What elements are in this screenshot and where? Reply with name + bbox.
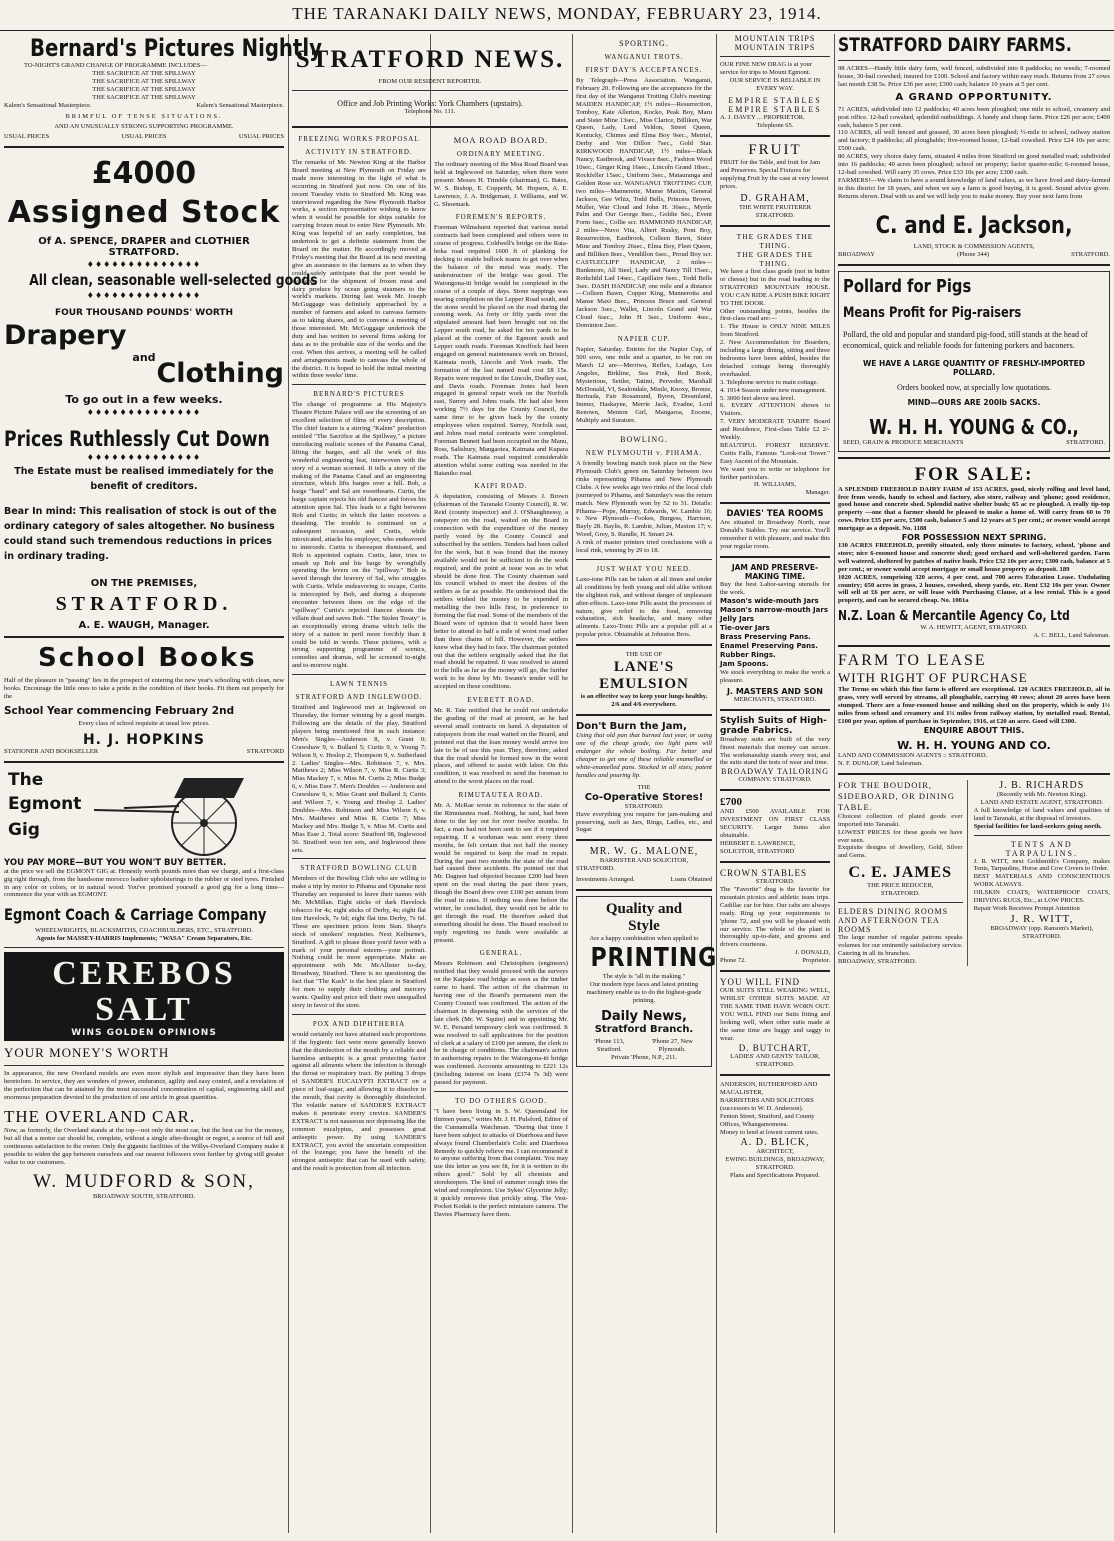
assigned-title: Assigned Stock [7,195,281,230]
column-news-right: MOA ROAD BOARD. ORDINARY MEETING. The ordinary meeting of the Moa Road Board was held at Inglewood on Saturday, when there were present: Messrs H. Trimble (chairman), G. Bates, W. S. Bishop, E. Copperth, M. Hopson, A. E. Lawrence, J. A. Bridgeman, J. Williams, and W. G. Shoemark. FOREMEN'S REPORTS. Foreman Wilmshurst reported that various metal contracts had been completed and others were in course of progress. Coldwell's bridge on the Rata-hoka road required 1600 ft of planking for decking to enable bullock teams to get over when the balance of the metal was ready. The understructure of the bridge was good. The Waiongona-iti bridge would be completed in the course of a couple of days. Stone nappings was nearing completion on the Lepper Road south, and the stone would be placed on the road during the coming week. As forty or fifty yards over the stipulated amount had been brought out on the Lepper south road, he asked for ten yards to be placed at the corner of the Egmont south and Lepper south roads. Foreman Knoffock had been engaged on general maintenance work on Bristol, Kaimata north, Lincoln and York roads. The formation of the last named road cost £8 15s. Repairs were required to the Lincoln, Dudley east, and Davis roads. Foreman Jones had been engaged in general repair work on the Norfolk east, Surrey and Johns roads. He had also been working 7½ days for the County Council, the same time to be given back by the county employees when required. Surrey, Norfolk east, and Johns road metal contracts were completed. Foreman Bennett had been occupied on the Manu, Ross, Salisbury, Mangaotea, Kaimata and Kupara roads. The Kaimata road required considerable attention whilst some cutting was needed in the Bataniko road. KAIPI ROAD. A deputation, consisting of Messrs J. Brown (chairman of the Taranaki County Council), R. W. Reid (county inspector) and J. O'Shaughnessy, a ratepayer on the road, waited on the Board in connection with the expenditure of the money partly voted by the County Council and subscribed by the settlers. Tenders had been called for the work, but it was found that the money available would not be sufficient to do the work required, and the point at issue was as to what should be done first. The County chairman said his council wished to meet the desires of the settlers as far as possible. He understood that the settlers wished the money to be expended in metalling the two hills first, in preference to forming the flat road. Some of the members of the Board were of opinion that it would have been better to attend to half a mile of worst road rather than three chains of hill. However, the settlers knew what they had to face. The chairman pointed out that the settlers originally asked that the flat road should be repaired. It was resolved to attend to the hills as far as the money will go, the further work to be done by Mr. Swann's tender will be accepted on these conditions. EVERETT ROAD. Mr. R. Tate notified that he could not undertake the grading of the road at present, as he had several small contracts on hand. A deputation of ratepayers from the road waited on the Board, and pointed out that the loan money would arrive too late to be of use this year. They, therefore, asked that the road should be formed now in the worst places, and offered to assist with labor. On this condition, it was resolved to send the foreman to attend to the worst places on the road. RIMUTAUTEA ROAD. Mr. A. McRae wrote in reference to the state of the Rimutautea road. Nothing, he said, had been done to the lay out for over twelve months. In fact, a man had not been sent to see if it required repairing. If a workman was sent every three months, he felt certain that not half the money would be required to keep the road in repair. During the past two months the state of the road had caused three accidents. He pointed out that Mr. Dagnon had objected because £200 had been spent on the road during the past three years, though the Board drew over £100 per annum from the road in rates. If nothing was done before the winter, he concluded, they would not be able to get through the road. He therefore asked that something should be done. The Board resolved to reply regretting no funds were available at present. GENERAL. Messrs Robinson and Christophers (engineers) notified that they would proceed with the surveys on the Kaipake road bridge as soon as the timber came to hand. The action of the chairman in having one of the Board's permanent men the County Council was confirmed. The action of the chairman in dispensing with the services of the late clerk (Mr. W. Squire) and in appointing Mr. W. E. Persand temporary clerk was confirmed. It was resolved to call applications for the position of clerk at a salary of £100 per annum, the clerk to be in charge of conditions. The chairman's action in authorising repairs to the Waiongona-iti bridge was confirmed. Accounts amounting to £221 12s (including interest on loans (£374 7s 3d) were passed for payment. TO DO OTHERS GOOD. "I have been living in S. W. Queensland for thirteen years," writes Mr. J. H. Pulsford, Editor of the Cunnamulla Watchman. "During that time I have been subject to attacks of Diarrhoea and have always found Chamberlain's Colic and Diarrhoea Remedy to quickly relieve me. I can recommend it to anyone suffering from that complaint. You may use this letter as you see fit, for it is written to do others good." Sold by all chemists and storekeepers. The kind of summer cough tries the wind and complexion. Use Sykes' Glycerine Jelly; it quickly removes that prickly sting. The Vest-Pocket Kodak is the perfect miniature camera. The Davies Pharmacy have them. [434,135,569,1218]
printing-ad: Quality and Style Are a happy combination when applied to PRINTING The style is "all in the making." Our modern type faces and latest printing machinery enable us to do the highest-grade printing. Daily News, Stratford Branch. 'Phone 113, Stratford. 'Phone 27, New Plymouth. Private 'Phone, N.P., 211. [576,896,712,1067]
bernards-title: Bernard's Pictures Nightly [30,34,322,62]
column-rule [834,34,835,1533]
column-sporting: SPORTING. WANGANUI TROTS. FIRST DAY'S ACCEPTANCES. By Telegraph—Press Association. Wanganui, February 20. Following are the acceptances for the first day of the Wanganui Trotting Club's meeting: MAIDEN HANDICAP, 1½ miles—Resurrection, Tomboy, Kate Allerton, Kocko, Peak Boy, Maru and Sister Mine 13sec., Miss Clarice, Billiken, War Queen, Lady, Lord Veldon, Street Queen, Kentucky, Chimes and Elma Boy 9sec., Metriel, Derby and Von Dillon 7sec., Gold Star. KIRKWOOD HANDICAP, 1½ miles—Black Nancy, Eastbrook, and Vivace 8sec., Fashion Wood 10sec., Ginger King 16sec., Lincoln Grand 18sec., Rockfeller 15sec., Uniform 3sec., Matauranga and Golden Rose scr. WANGANUI TROTTING CUP, two miles—Mannerette, Manse Maxim, General Jackson, Gee Whiz, Todd Bells, Princess Brown, Muller, War Cloud and John H. 36sec., Myrtle Palm and Our George 8sec., Goldie Sec., Event Form 6sec., Collie scr. HAMMOND HANDICAP, 2 miles—Nuvo Vita, Albert Rusky, Pont Boy, Resurrection, Eastbrook, Colleen Bawn, Sister Mine and Tomboy 26sec., Elma Boy, Fleet Queen, and Billiken 8sec., Vendillon 6sec., Proud Boy scr. CASTLECLIFF HANDICAP, 2 miles—Bunkmore, All Steel, Lady and Nancy Till 15sec., Rothchild Lad 14sec., Capillaire 6sec., Todd Bells 3sec. DASH HANDICAP, one mile and a distance—Colleen Bawn, Copper King, Mannerotta and Manse Maxi 8sec., Princess Bruce and General Jackson 3sec., Wallet, Lincoln Grand and War Cloud 6sec., John H 3sec., Uniform 4sec., Dominion 2sec. NAPIER CUP. Napier, Saturday. Entries for the Napier Cup, of 500 sovs, one mile and a quarter, to be run on March 12 are—Merriwa, Reflex, Ludago, Los Angeles, Birkline, Sea Pink, Red Book, Mysterious, Settler, Tatimi, Perveder, Marshall McDonald, VI, Sealondale, Mistle, Knoxy, Bronze, Bertrada, Fair Rosamund, Byron, Dreamland, Immer, Haskayne, Merrie Jack, Evadne, Lord Renown, Menton Girl, Mangaroa, Eocene, Multiply and Surature. BOWLING. NEW PLYMOUTH v. PIHAMA. A friendly bowling match took place on the New Plymouth Club's green on Saturday between two rinks representing Pihama and New Plymouth Clubs. A few weeks ago two rinks of the local club journeyed to Pihama, and Saturday's was the return match. New Plymouth won by 52 to 31. Details: Pihama—Pope, Murray, Edwards, W. Lambie 16; v. New Plymouth—Fookes, Burgess, Harrison, Bayly 28. Baylis, R. Lambie, Julian, Maxton 17; v. Wood, Grey, S. Rundle, H. Smart 24. A rink of master printers tried conclusions with a local rink, winning by 29 to 18. JUST WHAT YOU NEED. Laxo-tone Pills can be taken at all times and under all conditions by both young and old alike without the slightest risk, and without danger of unpleasant after-effects. Laxo-tone Pills assist the processes of nature, give relief to the food, removing exhaustion, sick headache, and many other ailments. Laxo-Tonic Pills are a popular pill at a popular price. Obtainable at Johnston Bros. THE USE OF LANE'S EMULSION is an effective way to keep your lungs healthy. 2/6 and 4/6 everywhere. Don't Burn the Jam, Using that old pan that burned last year, or using one of the cheap grade, too light pans will endanger the whole boiling. Far better and cheaper to get one of these reliable enamelled or white-enamelled pans. Stocked in all sizes; patent handles and pouring lip. THE Co-Operative Stores! STRATFORD. Have everything you require for jam-making and preserving, such as Jars, Rings, Ladles, etc., and Sugar. MR. W. G. MALONE, BARRISTER AND SOLICITOR, STRATFORD. Investments Arranged. Loans Obtained Quality and Style Are a happy combination when applied to PRINTING The style is "all in the making." Our modern type faces and latest printing machinery enable us to do the highest-grade printing. Daily News, Stratford Branch. 'Phone 113, Stratford. 'Phone 27, New Plymouth. Private 'Phone, N.P., 211. [576,34,712,1533]
coop-stores-ad: Don't Burn the Jam, Using that old pan that burned last year, or using one of the cheap grade, too light pans will endanger the whole boiling. Far better and cheaper to get one of these reliable enamelled or white-enamelled pans. Stocked in all sizes; patent handles and pouring lip. THE Co-Operative Stores! STRATFORD. Have everything you require for jam-making and preserving, such as Jars, Rings, Ladles, etc., and Sugar. [576,721,712,834]
stratford-news-header: STRATFORD NEWS. FROM OUR RESIDENT REPORTER. Office and Job Printing Works: York Chambers (upstairs). Telephone No. 111. [292,34,568,154]
school-books-ad: School Books Half of the pleasure in "passing" lies in the prospect of entering the new year's schooling with clean, new books. Encourage the little ones to take a pride in the condition of their books. Fit them out properly for the School Year commencing February 2nd Every class of school requisite at usual low prices. H. J. HOPKINS STATIONER AND BOOKSELLER STRATFORD [4,643,284,755]
drapery-word: Drapery [4,320,127,351]
cerebos-salt-ad: CEREBOS SALT WINS GOLDEN OPINIONS [4,952,284,1041]
prices-cut-down: Prices Ruthlessly Cut Down [4,427,270,451]
clothing-word: Clothing [156,358,284,389]
column-advertisements-left [4,34,322,1533]
malone-ad: MR. W. G. MALONE, BARRISTER AND SOLICITOR, STRATFORD. Investments Arranged. Loans Obtained [576,846,712,884]
column-rule [288,34,289,1533]
amount: £4000 [91,156,197,191]
column-rule [572,34,573,1533]
column-advertisements-middle: MOUNTAIN TRIPS MOUNTAIN TRIPS OUR FINE NEW DRAG is at your service for trips to Mount Egmont. OUR SERVICE IS RELIABLE IN EVERY WAY. EMPIRE STABLES EMPIRE STABLES A. J. DAVEY ... PROPRIETOR. Telephone 65. FRUIT FRUIT for the Table, and fruit for Jam and Preserves. Special Fixtures for supplying Fruit by the case at very lowest prices. D. GRAHAM, THE WHITE FRUITERER STRATFORD. THE GRADES THE THING. THE GRADES THE THING. We have a first class grade (not in butter or cheese) but in the road leading to the STRATFORD MOUNTAIN HOUSE. YOU CAN RIDE A PUSH BIKE RIGHT TO THE DOOR. Other outstanding points, besides the first-class road are:— 1. The House is ONLY NINE MILES from Stratford. 2. New Accommodation for Boarders, including a large dining, sitting and three bedrooms have been added, besides the detached cottage being thoroughly overhauled. 3. Telephone service to main cottage. 4. 1914 Season under new management. 5. 3000 feet above sea level. 6. EVERY ATTENTION shown to Visitors. 7. VERY MODERATE TARIFF. Board and Residence, First-class Table £2 2/- Weekly. BEAUTIFUL FOREST RESERVE. Curtis Falls, Famous "Look-out Tower." Easy Ascent of the Mountain. We want you to write or telephone for further particulars. H. WILLIAMS, Manager. DAVIES' TEA ROOMS Are situated in Broadway North, near Donald's Stables. Try our service. You'll remember it with pleasure, and make this your regular room. JAM AND PRESERVE-MAKING TIME. Buy the best Labor-saving utensils for the work. Mason's wide-mouth Jars Mason's narrow-mouth Jars Jelly Jars Tie-over Jars Brass Preserving Pans. Enamel Preserving Pans. Rubber Rings. Jam Spoons. We stock everything to make the work a pleasure. J. MASTERS AND SON MERCHANTS, STRATFORD. Stylish Suits of High-grade Fabrics. Broadway suits are built of the very finest materials that money can secure. The workmanship stands every test, and the suits stand the tests of wear and time. BROADWAY TAILORING COMPANY. STRATFORD. £700 AND £500 AVAILABLE FOR INVESTMENT ON FIRST CLASS SECURITY. Larger Sums also obtainable. HERBERT E. LAWRENCE, SOLICITOR, STRATFORD CROWN STABLES STRATFORD. The "Favorite" drag is the favorite for mountain picnics and athletic team trips. Cadillac car for hire. Our cabs are always ready. Ring up your requirements to 'phone 72, and you will be pleased with our service. The whole of the plant is thoroughly up-to-date, and grooms and drivers courteous. J. DONALD, Phone 72. Proprietor. YOU WILL FIND OUR SUITS STILL WEARING WELL, WHILST OTHER SUITS MADE AT THE SAME TIME HAVE WORN OUT. YOU WILL FIND our Suits fitting and looking well, when other suits made at the same time are baggy and saggy to wear. D. BUTCHART, LADIES' AND GENTS' TAILOR, STRATFORD. ANDERSON, RUTHERFORD AND MACALISTER, BARRISTERS AND SOLICITORS (successors to W. D. Anderson). Fenton Street, Stratford, and County Offices, Whangamomona. Money to lend at lowest current rates. A. D. BLICK, ARCHITECT, EWING BUILDINGS, BROADWAY, STRATFORD. Plans and Specifications Prepared. [720,34,830,1179]
bottom-right-ads: FOR THE BOUDOIR, SIDEBOARD, OR DINING TABLE. Choicest collection of plated goods ever imported into Taranaki. LOWEST PRICES for these goods we have ever seen. Exquisite designs of Jewellery, Gold, Silver and Gems. C. E. JAMES THE PRICE REDUCER, STRATFORD. ELDERS DINING ROOMS AND AFTERNOON TEA ROOMS The large number of regular patrons speaks volumes for our eminently satisfactory service. Catering in all its branches. BROADWAY, STRATFORD. J. B. RICHARDS (Recently with Mr. Newton King). LAND AND ESTATE AGENT, STRATFORD. A full knowledge of land values and qualities of land in Taranaki, at the disposal of investors. Special facilities for land-seekers going north. TENTS AND TARPAULINS. J. R. WITT, next Goldsmith's Company, makes Tents, Tarpaulins, Horse and Cow Covers to Order. BEST MATERIALS AND CONSCIENTIOUS WORK ALWAYS. OILSKIN COATS, WATERPROOF COATS, DRIVING RUGS, Etc., at LOW PRICES. Repair Work Receives Prompt Attention J. R. WITT, BROADWAY (opp. Ransom's Market), STRATFORD. [838,779,1110,965]
column-rule [430,34,431,1533]
column-advertisements-right: STRATFORD DAIRY FARMS. 98 ACRES—Handy little dairy farm, well fenced, subdivided into 8 paddocks; no weeds; 7-roomed house, 30-bail cowshed; insured for £100. School and factory within easy reach. Returns from 27 cows last month £38 5s. Price £36 per acre; £300 cash; balance 10 years at 5 per cent. A GRAND OPPORTUNITY. 71 ACRES, subdivided into 12 paddocks; 40 acres been ploughed; one mile to school, creamery and post office. 12-bail cowshed, splendid outbuildings. A handy and cheap farm. Price £26 per acre; £400 cash, balance 5 per cent. 110 ACRES, all well fenced and grassed, 30 acres been ploughed; ½-mile to school, railway station and factory; 8 paddocks; all ploughable; five-roomed house, 12-bail cowshed. Price £24 10s per acre; £500 cash. 80 ACRES, very choice dairy farm, situated 4 miles from Stratford on good metalled road; subdivided into 16 paddocks; 40 acres been ploughed; school on property; factor quarter-mile; 6-roomed house, 12-bail cowshed. Will carry 35 cows. Price £33 10s per acre; £300 cash. FARMERS!—We claim to have a sound knowledge of land values, as we have lived and dairy-farmed in this district for 18 years, and when we say a farm is good buying, it is good. Sound advice given. Returns shown. Deal with us and we will help you to make money. Buy your next farm from C. and E. Jackson, LAND, STOCK & COMMISSION AGENTS, BROADWAY (Phone 344) STRATFORD. Pollard for Pigs Means Profit for Pig-raisers Pollard, the old and popular and standard pig-food, still stands at the head of economical, quick and reliable foods for fattening porkers and baconers. WE HAVE A LARGE QUANTITY OF FRESHLY-IMPORTED POLLARD. Orders booked now, at specially low quotations. MIND—OURS ARE 200lb SACKS. W. H. H. YOUNG & CO., SEED, GRAIN & PRODUCE MERCHANTS STRATFORD. FOR SALE: A SPLENDID FREEHOLD DAIRY FARM of 153 ACRES, good, nicely rolling and level land, free from weeds, handy to school and factory, also store, railway and 'phone; good residence, good house and concrete shed. Splendid native shelter bush; 65 ac re ploughed. A really tip-top property —one that a farmer should be pleased to make a home of. Will carry from 60 to 70 cows. Price £35 per acre, £500 cash, balance 5 and 12 years at 5 per cent.; or owner would accept mortgage as a deposit. No. 1188 FOR POSSESSION NEXT SPRING. 130 ACRES FREEHOLD, prettily situated, only three minutes to factory, school, 'phone and store; nice 6-roomed house and concrete shed; good orchard and well-sheltered garden. Farm well watered, sheltered by patches of native bush. Price £32 10s per acre; £300 cash, balance at 5 per cent.; or owner would accept mortgage or small house property as deposit. 189 1020 ACRES, comprising 320 acres, 4 per cent, and 700 acres Education Lease. Undulating country; 650 acres in grass, 2 houses, cowshed, sheep yards, etc. Rent £32 10s per year. Owner will sell at £6 per acre, or will lease with Purchasing Clause, at a low rental. This is a good property, and can be secured cheap. No. 1001a N.Z. Loan & Mercantile Agency Co, Ltd W. A. HEWITT, AGENT, STRATFORD. A. C. BELL, Land Salesman. FARM TO LEASE WITH RIGHT OF PURCHASE The Terms on which this fine farm is offered are exceptional. 120 ACRES FREEHOLD, all in grass, very well served by streams, all ploughable, carrying 40 cows; about 20 acres have been stumped. There are a four-roomed house and milking shed on the property, which is only 1½ miles from school and creamery and 1½ miles from railway station, by metalled road. Rental, £100 per year, option of purchase in September, 1916, at £20 an acre. Good will £300. ENQUIRE ABOUT THIS. W. H. H. YOUNG AND CO. LAND AND COMMISSION AGENTS :: STRATFORD. N. F. DUNLOP, Land Salesman. FOR THE BOUDOIR, SIDEBOARD, OR DINING TABLE. Choicest collection of plated goods ever imported into Taranaki. LOWEST PRICES for these goods we have ever seen. Exquisite designs of Jewellery, Gold, Silver and Gems. C. E. JAMES THE PRICE REDUCER, STRATFORD. ELDERS DINING ROOMS AND AFTERNOON TEA ROOMS The large number of regular patrons speaks volumes for our eminently satisfactory service. Catering in all its branches. BROADWAY, STRATFORD. J. B. RICHARDS (Recently with Mr. Newton King). LAND AND ESTATE AGENT, STRATFORD. A full knowledge of land values and qualities of land in Taranaki, at the disposal of investors. Special facilities for land-seekers going north. TENTS AND TARPAULINS. J. R. WITT, next Goldsmith's Company, makes Tents, Tarpaulins, Horse and Cow Covers to Order. BEST MATERIALS AND CONSCIENTIOUS WORK ALWAYS. OILSKIN COATS, WATERPROOF COATS, DRIVING RUGS, Etc., at LOW PRICES. Repair Work Receives Prompt Attention J. R. WITT, BROADWAY (opp. Ransom's Market), STRATFORD. [838,34,1110,965]
lanes-emulsion-ad: THE USE OF LANE'S EMULSION is an effective way to keep your lungs healthy. 2/6 and 4/6 everywhere. [580,651,708,709]
column-news-left: FREEZING WORKS PROPOSAL ACTIVITY IN STRATFORD. The remarks of Mr. Newton King at the Harbor Board meeting at New Plymouth on Friday are made more interesting in the light of what is occurring in Stratford just now. On one of his recent Tuesday visits to Stratford Mr. King was interviewed regarding the New Plymouth Harbor works, a section representative wishing to know when it would be possible for ships suitable for carrying frozen meat to enter New Plymouth. Mr. King was hopeful of an early completion, but undertook to get a definite statement from the Board on the matter. He accordingly moved at Friday's meeting that the Board at its next meeting give an assurance to the farmers as to when they could safely anticipate that the port would be available for the shipment of frozen meat and dairy produce by ocean going steamers to the world's markets. During last week Mr. Joseph McGuggage was definitely approached by a number of farmers and asked to canvass farmers as to taking shares, and to convene a meeting of those interested. Mr. McGuggage undertook the duty and has written to several firms asking for data as to the probable size of the works and the cost. When this arrives, a meeting will be called and arrangements made to canvass the whole of the district. It is hoped to hold the initial meeting within three weeks' time. BERNARD'S PICTURES The change of programme at His Majesty's Theatre Picture Palace will see the screening of an excellent selection of films of every description. The chief feature is a stirring "Kalem" production entitled "The Sacrifice at the Spillway," a picture introducing realistic scenes of the Panama Canal, lifting the barges, and all the work of this wonderful engineering feat, interwoven with the story of a woman scorned. It tells a story of the making of the Panama Canal and an engineering structure, which lifts barges over a hill. Bob, a barge "hand" and Sal are sweethearts. Curtis, the barge captain rejects his old fiancee and forces his attention upon Sal. This leads to a fight between Bob and Curtis; in which the latter receives a thrashing. The trouble is continued on a subsequent occasion, and Curtis, while intoxicated, attacks his employer, who endeavored to intercede. Curtis is thereupon dismissed, and Bob is appointed captain. Curtis, later, tries to smash up Bob and his barge by wrongfully operating the levers on the "spillway." Bob is saved through the bravery of Sal, who struggles with Curtis. While endeavoring to escape, Curtis is intercepted by Bob, and during a desperate encounter between them on the edge of the "spillway" Curtis's rejected fiancee shoots the villain dead and saves Bob. "The Stolen Treaty" is an exceptionally strong drama which tells the story of a nation in peril more forcibly than it could be told in words. These pictures, with a strong supporting programme of scenics, comedies and dramas, will be screened to-night and to-morrow night. LAWN TENNIS STRATFORD AND INGLEWOOD. Stratford and Inglewood met at Inglewood on Thursday, the former winning by a good margin. Following are the details of the play, Stratford players being mentioned first in each instance: Men's Singles—Anderson 8, v. Grant 0; Crawshaw 9, v. Bullard 5; Curtis 9, v. Young 7; Wilson 9, v. Heslop 2; Thompson 9, v. Sutherland 2. Ladies' Singles—Mrs. Robinson 7, v. Mrs. Matthews 2; Miss Wilson 7, v. Miss R. Curtis 3; Miss Mackey 7, v. Miss M. Curtis 2; Miss Budge 6, v. Miss Esse 7. Men's Doubles — Anderson and Crawshaw 9, v. Miss Grant and Bullard 3; Curtis and Wilson 7, v. Young and Heslop 2. Ladies' Doubles—Mrs. Robinson and Miss Wilson 6, v. Mrs. Matthews and Miss R. Curtis 7; Miss Mackey and Mrs. Budge 5, v. Miss M. Curtis and Miss Esse 2. Total score: Stratford 98, Inglewood 56. Stratford won ten sets, and Inglewood three sets. STRATFORD BOWLING CLUB Members of the Bowling Club who are willing to make a trip by motor to Pihama and Opunake next Thursday are requested to leave their names with Mr. McMillan. Eight sticks of dark Havelock tobacco for 4s; eight sticks of Derby, 4s; eight flat tins Havelock, 7s 6d; eight flat tins Derby, 7s 6d. These are specimen prices from Stan. Sharp's stock of smokers' requisites. Next Kelburne's, Stratford. A gift to please those you'd favor with a mark of your personal esteem—your portrait. Nothing could be more appropriate. Make an appointment with Mr. McAllister to-day, Broadway, Stratford. There is no questioning the fact that "The Kash" is the best place in Stratford for men to supply their clothing and mercery wants. Quality and price tell their own unequalled story in favor of the store. POX AND DIPHTHERIA would certainly not have attained such proportions if the hygienic fact were more generally known that the disinfection of the mouth by a reliable and harmless antiseptic is a great protecting factor against all ailments where the infection is through the throat or respiratory tract. By putting 3 drops of SANDER'S EUCALYPTI EXTRACT on a piece of loaf-sugar, and allowing it to dissolve in the mouth, that cavity is thoroughly disinfected. The volatile nature of SANDER'S EXTRACT makes it penetrate every crevice. SANDER'S EXTRACT is not nauseous nor depressing like the common eucalyptus, and possesses great antiseptic power. By using SANDER'S EXTRACT, you avoid the uncertain composition of the lozenge; you have the benefit of the strongest antiseptic that can be used with safety, and the result is protection from all infection. [292,135,426,1173]
bernards-ad: Bernard's Pictures Nightly TO-NIGHT'S GRAND CHANGE OF PROGRAMME INCLUDES— THE SACRIFICE AT THE SPILLWAY THE SACRIFICE AT THE SPILLWAY THE SACRIFICE AT THE SPILLWAY THE SACRIFICE AT THE SPILLWAY Kalem's Sensational Masterpiece. Kalem's Sensational Masterpiece. BRIMFUL OF TENSE SITUATIONS. AND AN UNUSUALLY STRONG SUPPORTING PROGRAMME. USUAL PRICES USUAL PRICES USUAL PRICES [4,34,322,140]
egmont-gig-ad: The Egmont Gig YOU PAY MORE—BUT YOU WON'T BUY BETTER. at the price we sell the EGMONT GIG at. Honestly worth pounds more than we charge, and a first-class gig right through, from the handsome morocco leather upholsterings to the rubber or steel tyres. Finished in any color or colors, or in natural wood. You've promised yourself a good gig for a long time—commence the year with an EGMONT. Egmont Coach & Carriage Company WHEELWRIGHTS, BLACKSMITHS, COACHBUILDERS, ETC., STRATFORD. Agents for MASSEY-HARRIS Implements; "WASA" Cream Separators, Etc. [4,769,284,943]
gig-carriage-illustration [84,768,274,858]
overland-ad: YOUR MONEY'S WORTH In appearance, the new Overland models are even more stylish and impressive than they have been heretofore. In service, they are wonders of power, endurance, agility and easy control, and a revelation of the perfection that can be attained by the most successful concentration of capital, engineering skill and enormous preparation devoted to the production of one article in great quantities. THE OVERLAND CAR. Now, as formerly, the Overland stands at the top—not only the most car, but the best car for the money, but all that a motor car should be, complete, without a single after-thought or regret, a source of full and continuous satisfaction to the owner. Only the gigantic facilities of the Willys-Overland Company make it possible to widen the gap between ourselves and our nearest followers even further by giving still greater value to our customers. W. MUDFORD & SON, BROADWAY SOUTH, STRATFORD. [4,1045,284,1200]
column-rule [716,34,717,1533]
jackson-title: C. and E. Jackson, [875,210,1073,239]
dairy-farms-title: STRATFORD DAIRY FARMS. [838,34,1072,56]
masthead: THE TARANAKI DAILY NEWS, MONDAY, FEBRUARY 23, 1914. [0,4,1114,31]
pollard-ad: Pollard for Pigs Means Profit for Pig-raisers Pollard, the old and popular and standard pig-food, still stands at the head of economical, quick and reliable foods for fattening porkers and baconers. WE HAVE A LARGE QUANTITY OF FRESHLY-IMPORTED POLLARD. Orders booked now, at specially low quotations. MIND—OURS ARE 200lb SACKS. W. H. H. YOUNG & CO., SEED, GRAIN & PRODUCE MERCHANTS STRATFORD. [838,271,1110,452]
assigned-stock-ad: £4000 Assigned Stock Of A. SPENCE, DRAPER and CLOTHIER STRATFORD. ♦♦♦♦♦♦♦♦♦♦♦♦♦♦ All clean, seasonable well-selected goods ♦♦♦♦♦♦♦♦♦♦♦♦♦♦ FOUR THOUSAND POUNDS' WORTH Drapery and Clothing To go out in a few weeks. ♦♦♦♦♦♦♦♦♦♦♦♦♦♦ Prices Ruthlessly Cut Down ♦♦♦♦♦♦♦♦♦♦♦♦♦♦ The Estate must be realised immediately for the benefit of creditors. Bear In mind: This realisation of stock is out of the ordinary category of sales altogether. No business could stand such tremendous reductions in prices in ordinary trading. ON THE PREMISES, STRATFORD. A. E. WAUGH, Manager. [4,156,318,631]
